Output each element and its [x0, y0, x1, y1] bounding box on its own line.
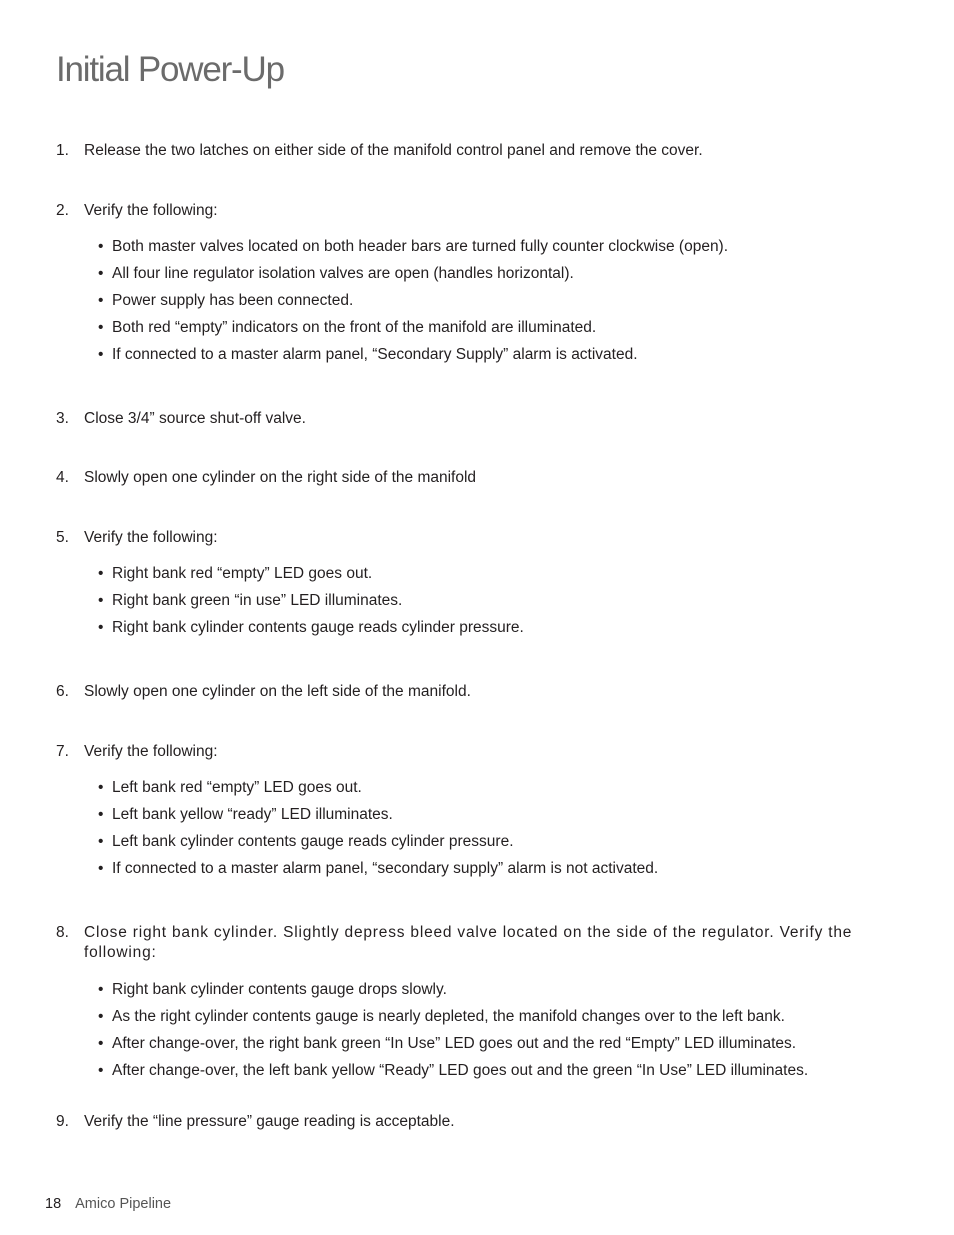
publication-name: Amico Pipeline [75, 1196, 172, 1212]
step-number: 3. [56, 410, 69, 427]
step-8 [56, 923, 896, 963]
step-6 [56, 682, 886, 702]
bullet-icon: • [98, 319, 104, 336]
bullet-item: • Power supply has been connected. [98, 292, 354, 309]
step-number: 9. [56, 1113, 69, 1130]
step-8-bullet-list [98, 980, 898, 1088]
bullet-item: • After change-over, the left bank yellow “Ready” LED goes out and the green “In Use” LED illuminates. [98, 1062, 809, 1079]
bullet-item: • After change-over, the right bank green “In Use” LED goes out and the red “Empty” LED illuminates. [98, 1035, 797, 1052]
step-5-bullet-list [98, 564, 898, 645]
bullet-icon: • [98, 981, 104, 998]
step-2 [56, 201, 886, 221]
step-9 [56, 1112, 886, 1132]
step-text: Verify the following: [84, 743, 218, 760]
step-4 [56, 468, 886, 488]
bullet-item: • Left bank yellow “ready” LED illuminates. [98, 806, 393, 823]
step-text: Close right bank cylinder. Slightly depress bleed valve located on the side of the regulator. Verify the following: [84, 924, 853, 961]
bullet-item: • Right bank red “empty” LED goes out. [98, 565, 373, 582]
bullet-item: • Right bank cylinder contents gauge drops slowly. [98, 981, 447, 998]
bullet-item: • Right bank green “in use” LED illuminates. [98, 592, 403, 609]
bullet-icon: • [98, 592, 104, 609]
step-text: Verify the following: [84, 202, 218, 219]
step-text: Verify the following: [84, 529, 218, 546]
page-footer [45, 1196, 171, 1212]
bullet-icon: • [98, 1062, 104, 1079]
step-number: 2. [56, 202, 69, 219]
step-5 [56, 528, 886, 548]
bullet-icon: • [98, 1035, 104, 1052]
bullet-item: • Right bank cylinder contents gauge reads cylinder pressure. [98, 619, 524, 636]
step-text: Slowly open one cylinder on the left side of the manifold. [84, 683, 471, 700]
page-title: Initial Power-Up [56, 50, 284, 89]
bullet-icon: • [98, 1008, 104, 1025]
bullet-icon: • [98, 238, 104, 255]
bullet-icon: • [98, 292, 104, 309]
step-number: 8. [56, 924, 69, 941]
bullet-icon: • [98, 346, 104, 363]
step-7 [56, 742, 886, 762]
step-3 [56, 409, 886, 429]
step-number: 5. [56, 529, 69, 546]
bullet-item: • All four line regulator isolation valves are open (handles horizontal). [98, 265, 574, 282]
bullet-icon: • [98, 619, 104, 636]
bullet-item: • Left bank cylinder contents gauge reads cylinder pressure. [98, 833, 514, 850]
bullet-item: • Left bank red “empty” LED goes out. [98, 779, 362, 796]
bullet-icon: • [98, 833, 104, 850]
bullet-icon: • [98, 860, 104, 877]
bullet-item: • Both master valves located on both header bars are turned fully counter clockwise (open). [98, 238, 729, 255]
step-number: 6. [56, 683, 69, 700]
step-text: Release the two latches on either side of the manifold control panel and remove the cover. [84, 142, 703, 159]
step-2-bullet-list [98, 237, 898, 372]
step-number: 4. [56, 469, 69, 486]
bullet-icon: • [98, 806, 104, 823]
bullet-icon: • [98, 265, 104, 282]
step-text: Verify the “line pressure” gauge reading is acceptable. [84, 1113, 455, 1130]
step-text: Close 3/4” source shut-off valve. [84, 410, 306, 427]
bullet-item: • If connected to a master alarm panel, “secondary supply” alarm is not activated. [98, 860, 659, 877]
step-number: 1. [56, 142, 69, 159]
page-number: 18 [45, 1196, 62, 1212]
step-number: 7. [56, 743, 69, 760]
bullet-item: • If connected to a master alarm panel, “Secondary Supply” alarm is activated. [98, 346, 638, 363]
bullet-icon: • [98, 565, 104, 582]
step-7-bullet-list [98, 778, 898, 886]
step-text: Slowly open one cylinder on the right side of the manifold [84, 469, 477, 486]
bullet-item: • As the right cylinder contents gauge is nearly depleted, the manifold changes over to the left bank. [98, 1008, 785, 1025]
bullet-icon: • [98, 779, 104, 796]
bullet-item: • Both red “empty” indicators on the front of the manifold are illuminated. [98, 319, 597, 336]
step-1 [56, 141, 886, 161]
